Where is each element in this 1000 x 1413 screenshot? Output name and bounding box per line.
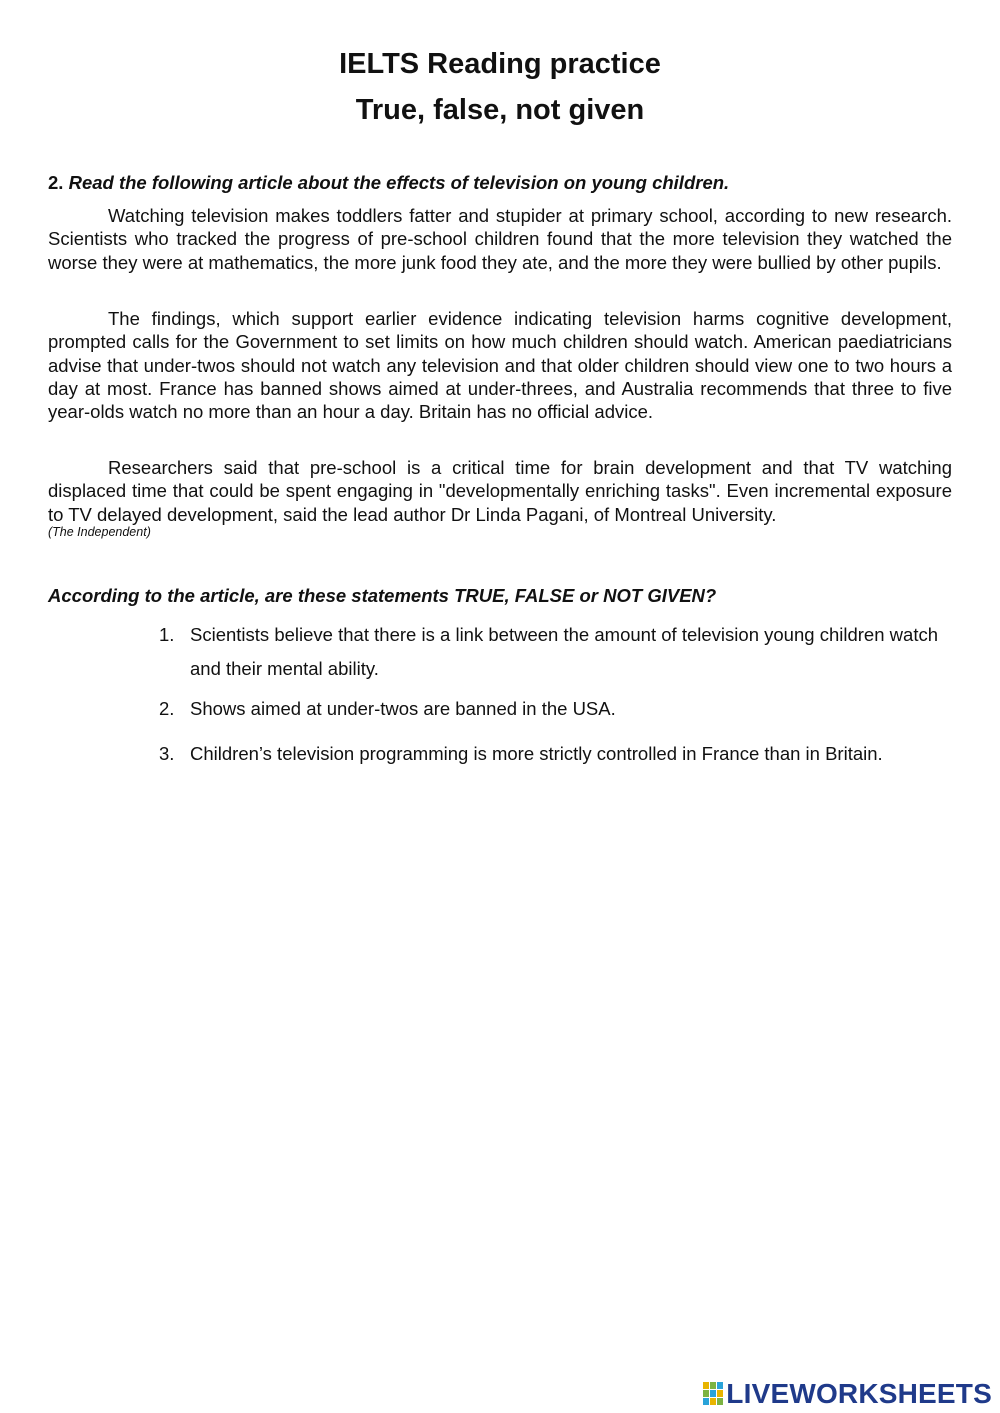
question-text: Shows aimed at under-twos are banned in the USA. xyxy=(190,698,616,719)
liveworksheets-logo-text: LIVEWORKSHEETS xyxy=(726,1378,992,1409)
question-number: 3. xyxy=(159,743,175,764)
task-instruction xyxy=(48,172,952,194)
question-item-2 xyxy=(155,697,938,720)
task-instruction-text: Read the following article about the effects of television on young children. xyxy=(68,172,730,193)
page-title: IELTS Reading practice xyxy=(339,48,661,80)
question-text: Children’s television programming is more strictly controlled in France than in Britain. xyxy=(190,743,883,764)
page-subtitle: True, false, not given xyxy=(355,94,645,126)
question-item-1 xyxy=(155,618,938,686)
liveworksheets-logo[interactable] xyxy=(703,1378,992,1410)
article-source: (The Independent) xyxy=(48,525,151,539)
task-number: 2. xyxy=(48,172,64,193)
article-paragraph-1: Watching television makes toddlers fatter and stupider at primary school, according to new research. Scientists who tracked the progress of pre-school children found that the more television they watched the worse they were at mathematics, the more junk food they ate, and the more they were bullied by other pupils. xyxy=(48,205,952,273)
article-paragraph-2: The findings, which support earlier evidence indicating television harms cognitive development, prompted calls for the Government to set limits on how much children should watch. American paediatricians advise that under-twos should not watch any television and that older children should view one to two hours a day at most. France has banned shows aimed at under-threes, and Australia recommends that three to five year-olds watch no more than an hour a day. Britain has no official advice. xyxy=(48,308,952,423)
question-item-3 xyxy=(155,742,938,765)
liveworksheets-logo-icon xyxy=(703,1381,723,1407)
questions-instruction: According to the article, are these statements TRUE, FALSE or NOT GIVEN? xyxy=(48,585,717,606)
question-text: Scientists believe that there is a link between the amount of television young children watch and their mental ability. xyxy=(190,624,938,679)
question-number: 2. xyxy=(159,698,175,719)
question-number: 1. xyxy=(159,624,175,645)
article-paragraph-3: Researchers said that pre-school is a critical time for brain development and that TV watching displaced time that could be spent engaging in "developmentally enriching tasks". Even incremental exposure to TV delayed development, said the lead author Dr Linda Pagani, of Montreal University. xyxy=(48,457,952,525)
